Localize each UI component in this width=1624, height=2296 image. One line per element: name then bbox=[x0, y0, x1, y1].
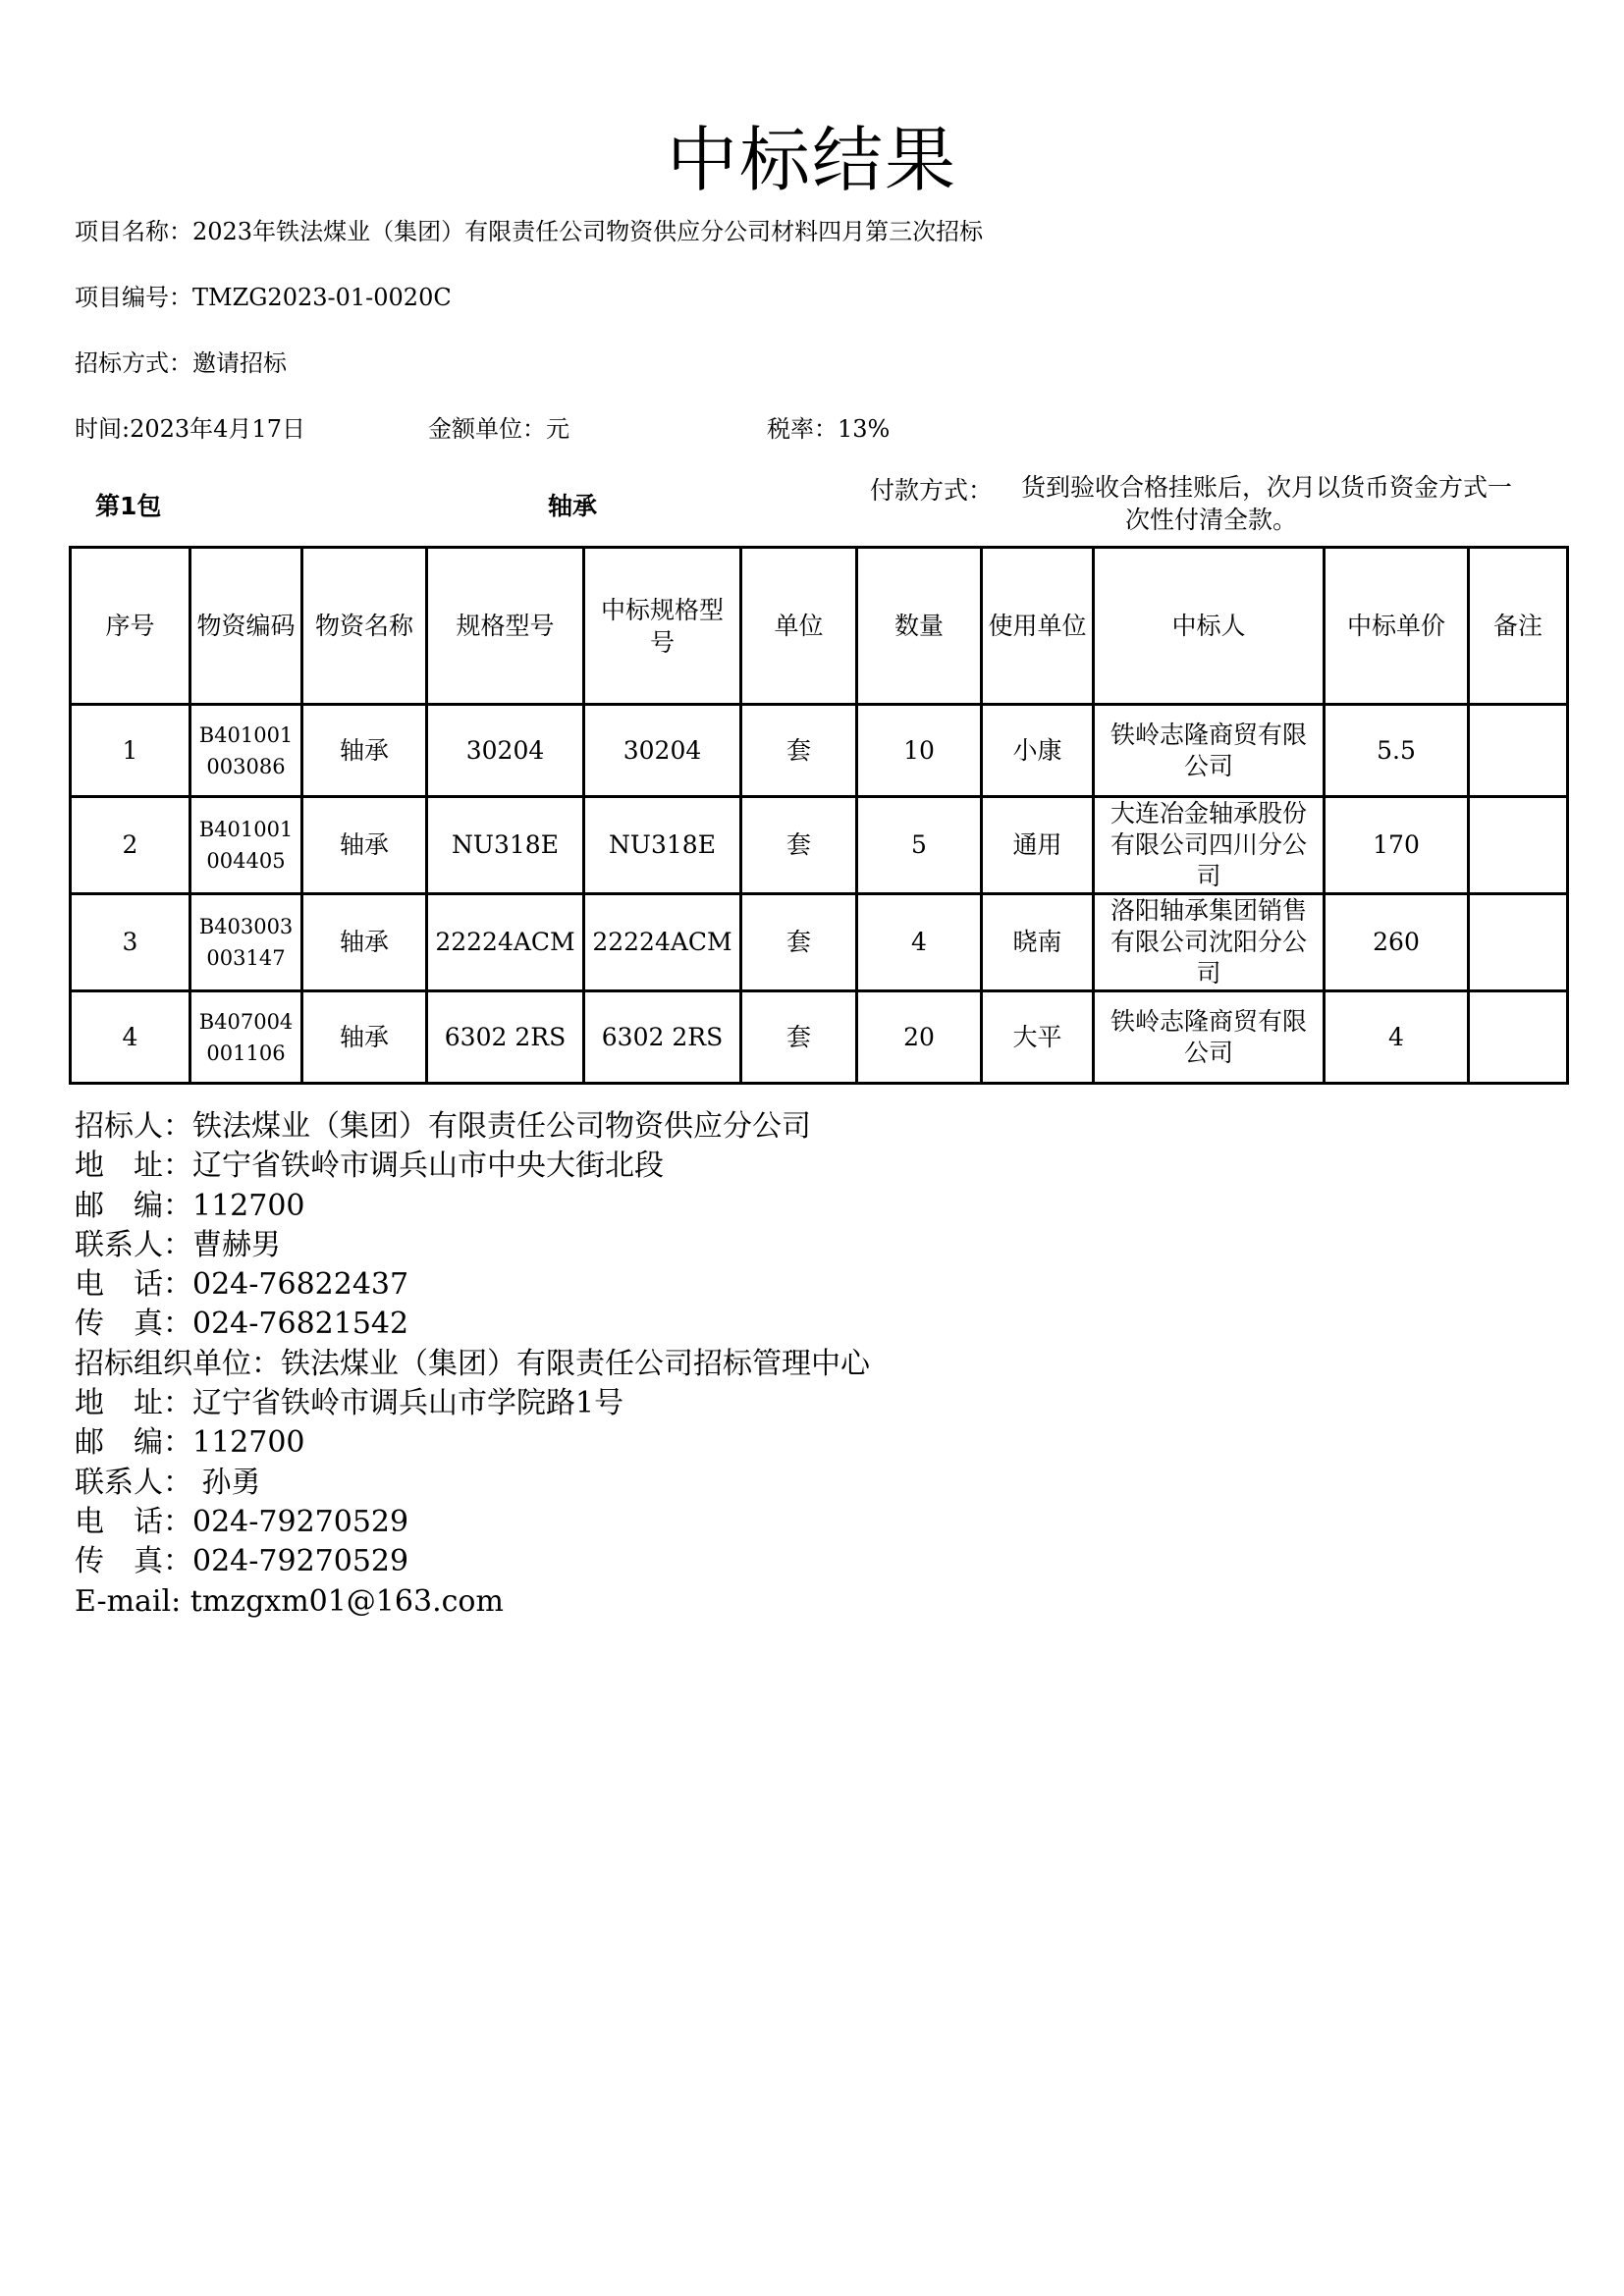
cell-qty: 4 bbox=[857, 894, 982, 991]
table-row bbox=[71, 991, 1568, 1084]
cell-user: 通用 bbox=[982, 797, 1094, 894]
agency-contact-person: 联系人： 孙勇 bbox=[75, 1465, 261, 1500]
cell-win-spec: 22224ACM bbox=[584, 894, 741, 991]
cell-price: 5.5 bbox=[1325, 705, 1469, 797]
cell-win-spec: 30204 bbox=[584, 705, 741, 797]
header-cell: 中标单价 bbox=[1325, 548, 1469, 705]
cell-user: 晓南 bbox=[982, 894, 1094, 991]
tenderer-address: 地 址：辽宁省铁岭市调兵山市中央大街北段 bbox=[75, 1148, 664, 1184]
tender-method: 招标方式：邀请招标 bbox=[75, 349, 287, 377]
cell-price: 4 bbox=[1325, 991, 1469, 1084]
cell-winner: 铁岭志隆商贸有限公司 bbox=[1094, 991, 1325, 1084]
table-row bbox=[71, 797, 1568, 894]
project-code: 项目编号：TMZG2023-01-0020C bbox=[75, 284, 452, 311]
cell-name: 轴承 bbox=[302, 894, 427, 991]
contact-block bbox=[75, 1107, 870, 1622]
tenderer-phone: 电 话：024-76822437 bbox=[75, 1267, 409, 1303]
header-cell: 中标规格型号 bbox=[584, 548, 741, 705]
cell-price: 260 bbox=[1325, 894, 1469, 991]
agency-email: E-mail: tmzgxm01@163.com bbox=[75, 1583, 504, 1619]
package-category: 轴承 bbox=[548, 492, 598, 520]
cell-winner: 洛阳轴承集团销售有限公司沈阳分公司 bbox=[1094, 894, 1325, 991]
bid-results-table bbox=[69, 546, 1569, 1085]
cell-spec: 30204 bbox=[427, 705, 584, 797]
cell-price: 170 bbox=[1325, 797, 1469, 894]
cell-note bbox=[1469, 894, 1568, 991]
cell-no: 3 bbox=[71, 894, 190, 991]
agency-postcode: 邮 编：112700 bbox=[75, 1425, 305, 1461]
project-name: 项目名称：2023年铁法煤业（集团）有限责任公司物资供应分公司材料四月第三次招标 bbox=[75, 218, 984, 245]
header-cell: 使用单位 bbox=[982, 548, 1094, 705]
payment-label: 付款方式： bbox=[870, 476, 994, 505]
tenderer-postcode: 邮 编：112700 bbox=[75, 1188, 305, 1223]
cell-win-spec: NU318E bbox=[584, 797, 741, 894]
header-cell: 物资编码 bbox=[190, 548, 302, 705]
agency: 招标组织单位：铁法煤业（集团）有限责任公司招标管理中心 bbox=[75, 1346, 870, 1381]
cell-unit: 套 bbox=[741, 991, 857, 1084]
cell-qty: 5 bbox=[857, 797, 982, 894]
header-cell: 数量 bbox=[857, 548, 982, 705]
cell-qty: 10 bbox=[857, 705, 982, 797]
cell-code: B401001004405 bbox=[190, 797, 302, 894]
tenderer: 招标人：铁法煤业（集团）有限责任公司物资供应分公司 bbox=[75, 1109, 811, 1144]
agency-phone: 电 话：024-79270529 bbox=[75, 1504, 409, 1539]
agency-address: 地 址：辽宁省铁岭市调兵山市学院路1号 bbox=[75, 1386, 624, 1421]
cell-winner: 铁岭志隆商贸有限公司 bbox=[1094, 705, 1325, 797]
table-row bbox=[71, 894, 1568, 991]
cell-user: 大平 bbox=[982, 991, 1094, 1084]
cell-code: B401001003086 bbox=[190, 705, 302, 797]
cell-spec: 6302 2RS bbox=[427, 991, 584, 1084]
cell-note bbox=[1469, 991, 1568, 1084]
cell-spec: NU318E bbox=[427, 797, 584, 894]
page-title: 中标结果 bbox=[666, 119, 957, 201]
tender-date: 时间:2023年4月17日 bbox=[75, 415, 305, 443]
cell-no: 2 bbox=[71, 797, 190, 894]
header-cell: 规格型号 bbox=[427, 548, 584, 705]
payment-terms-line2: 次性付清全款。 bbox=[1125, 506, 1298, 534]
header-cell: 中标人 bbox=[1094, 548, 1325, 705]
payment-terms-line1: 货到验收合格挂账后，次月以货币资金方式一 bbox=[1021, 473, 1513, 502]
header-cell: 备注 bbox=[1469, 548, 1568, 705]
header-cell: 物资名称 bbox=[302, 548, 427, 705]
cell-name: 轴承 bbox=[302, 797, 427, 894]
cell-name: 轴承 bbox=[302, 991, 427, 1084]
cell-unit: 套 bbox=[741, 797, 857, 894]
payment-terms bbox=[1021, 471, 1585, 536]
cell-name: 轴承 bbox=[302, 705, 427, 797]
cell-code: B403003003147 bbox=[190, 894, 302, 991]
header-cell: 单位 bbox=[741, 548, 857, 705]
cell-unit: 套 bbox=[741, 894, 857, 991]
cell-qty: 20 bbox=[857, 991, 982, 1084]
cell-winner: 大连冶金轴承股份有限公司四川分公司 bbox=[1094, 797, 1325, 894]
cell-note bbox=[1469, 705, 1568, 797]
currency-unit: 金额单位：元 bbox=[428, 415, 569, 443]
cell-no: 4 bbox=[71, 991, 190, 1084]
cell-code: B407004001106 bbox=[190, 991, 302, 1084]
cell-spec: 22224ACM bbox=[427, 894, 584, 991]
package-number: 第1包 bbox=[95, 492, 162, 520]
tax-rate: 税率：13% bbox=[767, 415, 891, 443]
cell-win-spec: 6302 2RS bbox=[584, 991, 741, 1084]
table-row bbox=[71, 705, 1568, 797]
header-cell: 序号 bbox=[71, 548, 190, 705]
tenderer-contact-person: 联系人：曹赫男 bbox=[75, 1227, 281, 1262]
agency-fax: 传 真：024-79270529 bbox=[75, 1544, 409, 1579]
cell-user: 小康 bbox=[982, 705, 1094, 797]
cell-no: 1 bbox=[71, 705, 190, 797]
tenderer-fax: 传 真：024-76821542 bbox=[75, 1307, 409, 1342]
cell-unit: 套 bbox=[741, 705, 857, 797]
table-header-row bbox=[71, 548, 1568, 705]
cell-note bbox=[1469, 797, 1568, 894]
